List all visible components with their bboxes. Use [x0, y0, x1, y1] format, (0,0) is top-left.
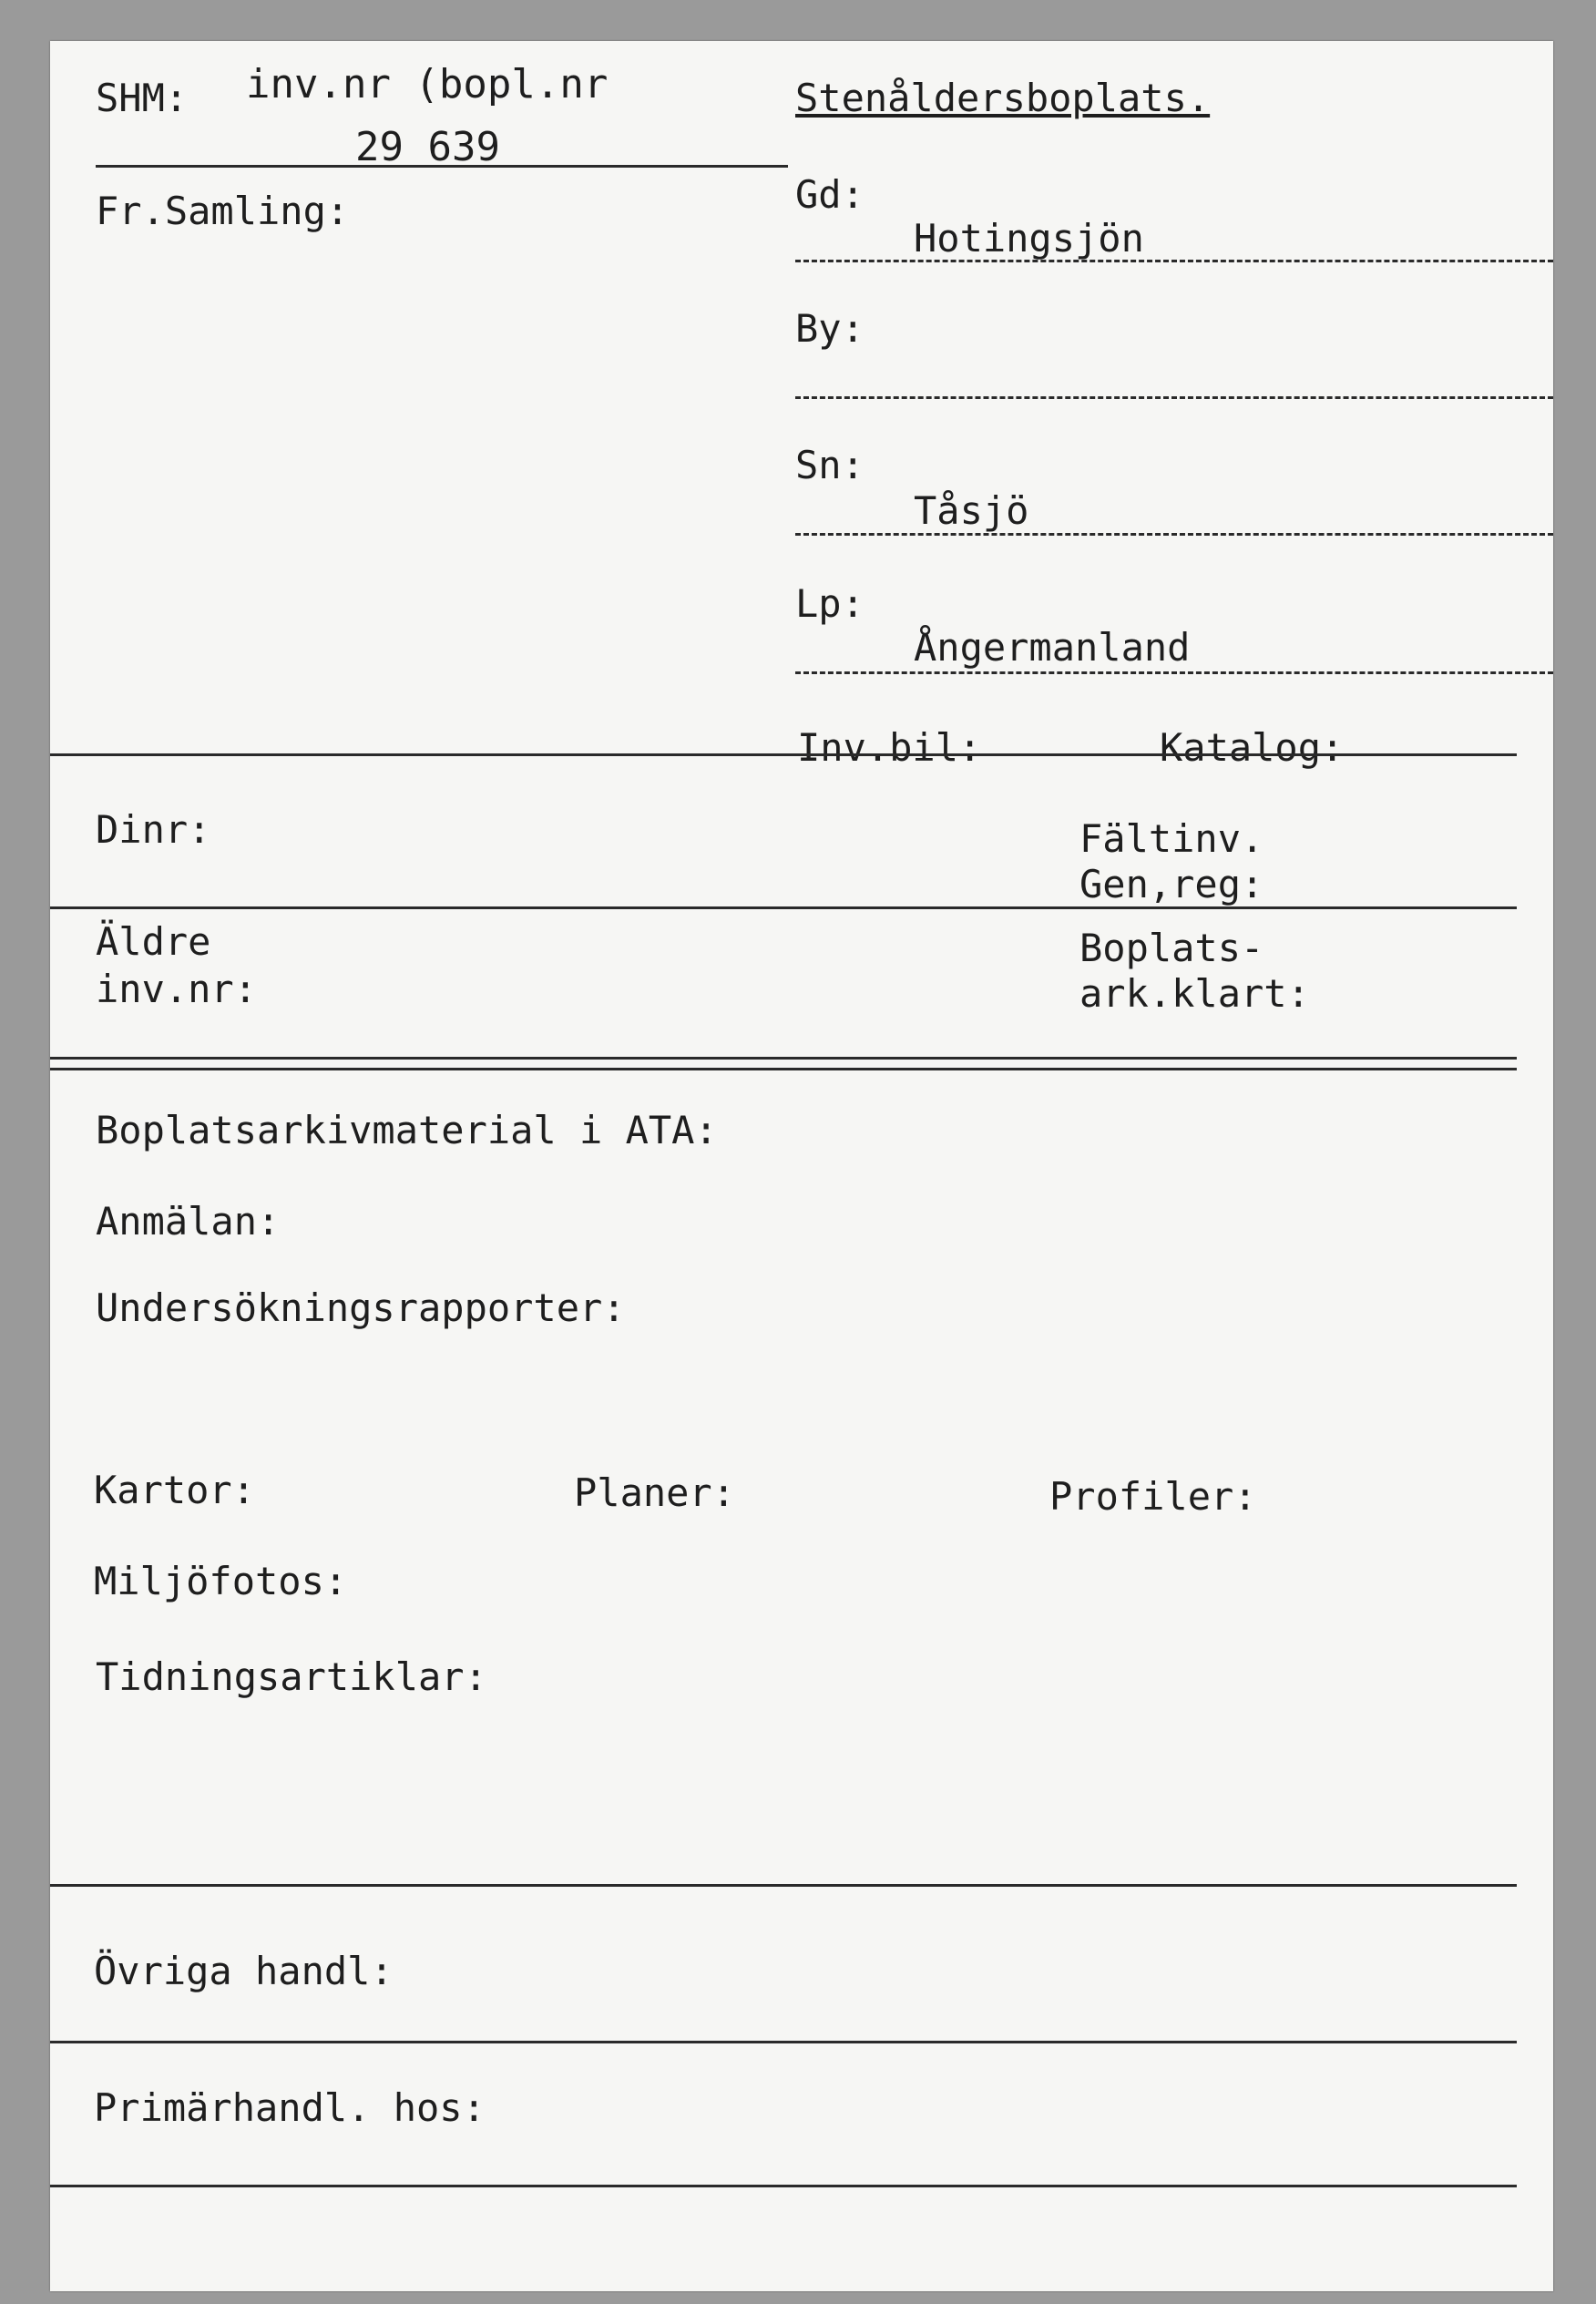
miljofotos-label: Miljöfotos:: [94, 1559, 348, 1603]
faltinv-label: Fältinv.: [1079, 816, 1264, 861]
undersokning-label: Undersökningsrapporter:: [96, 1285, 626, 1330]
divider-3b: [50, 1068, 1517, 1070]
shm-number: 29 639: [355, 124, 500, 170]
divider-2: [50, 906, 1517, 909]
gen-reg-label: Gen,reg:: [1079, 862, 1264, 906]
divider-4: [50, 1884, 1517, 1887]
shm-label: SHM:: [96, 76, 189, 120]
by-line: [795, 396, 1553, 399]
profiler-label: Profiler:: [1049, 1474, 1257, 1519]
kartor-label: Kartor:: [94, 1468, 256, 1512]
divider-1: [50, 753, 1517, 756]
gd-label: Gd:: [795, 172, 864, 217]
archive-heading: Boplatsarkivmaterial i ATA:: [96, 1108, 718, 1152]
sn-value: Tåsjö: [914, 488, 1029, 533]
gd-line: [795, 260, 1553, 262]
divider-5: [50, 2041, 1517, 2043]
katalog-label: Katalog:: [1160, 725, 1345, 770]
gd-value: Hotingsjön: [914, 216, 1144, 261]
lp-label: Lp:: [795, 581, 864, 626]
lp-value: Ångermanland: [914, 625, 1191, 670]
divider-3a: [50, 1057, 1517, 1060]
aldre-label-2: inv.nr:: [96, 967, 258, 1011]
planer-label: Planer:: [574, 1470, 736, 1515]
tidningsartiklar-label: Tidningsartiklar:: [96, 1654, 487, 1699]
primar-label: Primärhandl. hos:: [94, 2085, 486, 2130]
by-label: By:: [795, 306, 864, 351]
ovriga-label: Övriga handl:: [94, 1949, 394, 1993]
inv-bil-label: Inv.bil:: [797, 725, 982, 770]
lp-line: [795, 671, 1553, 674]
shm-underline: [96, 165, 788, 168]
sn-line: [795, 533, 1553, 536]
anmalan-label: Anmälan:: [96, 1199, 281, 1244]
boplats-label-2: ark.klart:: [1079, 971, 1310, 1016]
dinr-label: Dinr:: [96, 807, 211, 852]
divider-6: [50, 2185, 1517, 2187]
aldre-label-1: Äldre: [96, 919, 211, 964]
card-title: Stenåldersboplats.: [795, 76, 1211, 120]
boplats-label-1: Boplats-: [1079, 926, 1264, 970]
catalog-card: [50, 41, 1553, 2291]
fr-samling-label: Fr.Samling:: [96, 189, 350, 233]
shm-value: inv.nr (bopl.nr: [246, 61, 609, 108]
sn-label: Sn:: [795, 443, 864, 487]
